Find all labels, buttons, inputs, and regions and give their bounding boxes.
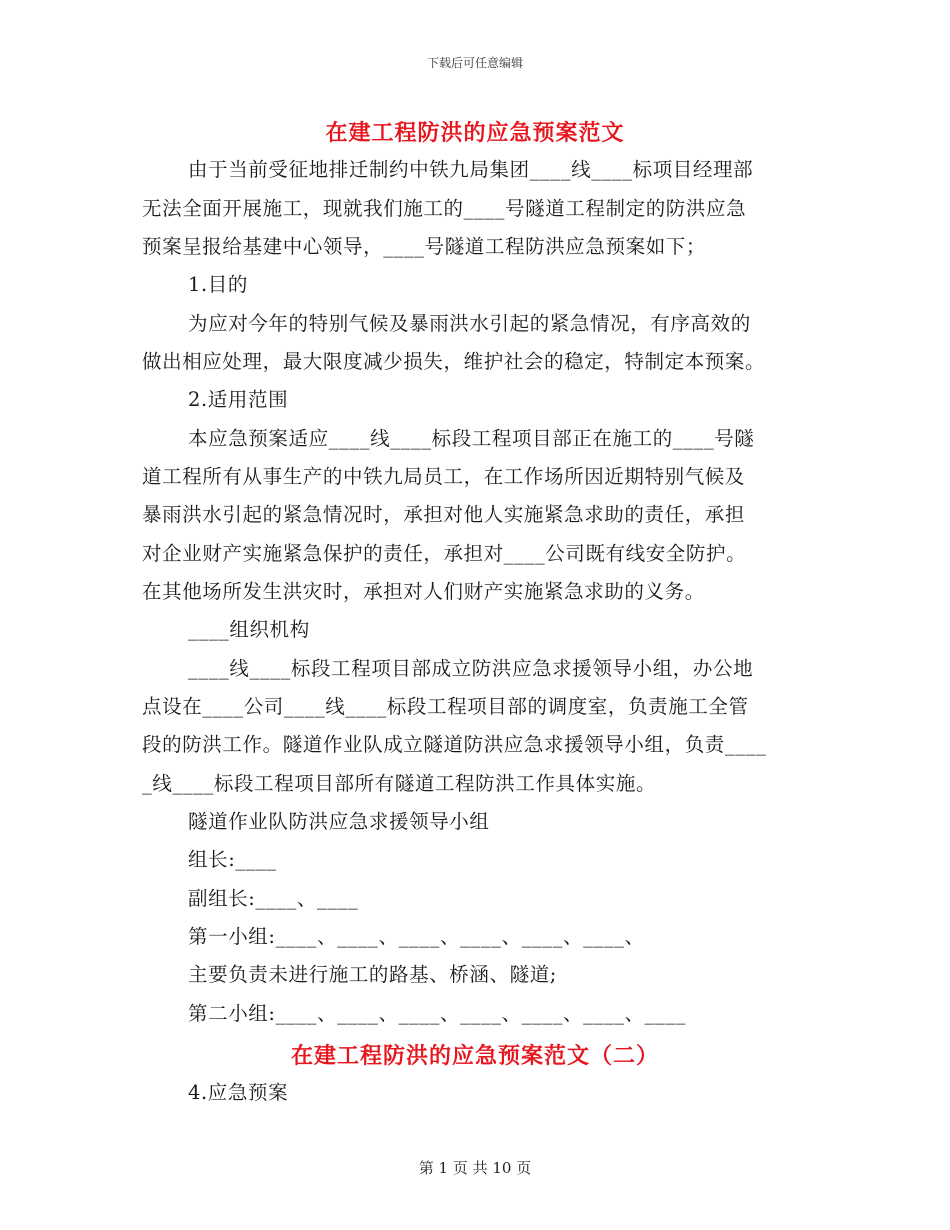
- body-line: 第二小组:____、____、____、____、____、____、____: [188, 1002, 686, 1025]
- header-note: 下载后可任意编辑: [426, 56, 523, 70]
- body-line: 本应急预案适应____线____标段工程项目部正在施工的____号隧: [188, 427, 755, 450]
- body-line: 对企业财产实施紧急保护的责任，承担对____公司既有线安全防护。: [142, 542, 747, 565]
- section-heading: ____组织机构: [188, 618, 310, 641]
- document-title: 在建工程防洪的应急预案范文: [325, 120, 625, 146]
- section-heading: 2.适用范围: [188, 388, 289, 411]
- section-heading: 4.应急预案: [188, 1081, 289, 1104]
- body-line: 预案呈报给基建中心领导，____号隧道工程防洪应急预案如下；: [142, 235, 707, 258]
- body-line: 暴雨洪水引起的紧急情况时，承担对他人实施紧急求助的责任，承担: [142, 503, 746, 526]
- body-line: 隧道作业队防洪应急求援领导小组: [188, 810, 490, 833]
- body-line: 无法全面开展施工，现就我们施工的____号隧道工程制定的防洪应急: [142, 197, 747, 220]
- body-line: _线____标段工程项目部所有隧道工程防洪工作具体实施。: [142, 772, 657, 795]
- body-line: 点设在____公司____线____标段工程项目部的调度室，负责施工全管: [142, 695, 749, 718]
- body-line: 段的防洪工作。隧道作业队成立隧道防洪应急求援领导小组，负责____: [142, 733, 767, 756]
- document-subtitle: 在建工程防洪的应急预案范文（二）: [290, 1043, 659, 1069]
- body-line: 在其他场所发生洪灾时，承担对人们财产实施紧急求助的义务。: [142, 580, 705, 603]
- section-heading: 1.目的: [188, 273, 249, 296]
- body-line: 副组长:____、____: [188, 887, 359, 910]
- body-line: ____线____标段工程项目部成立防洪应急求援领导小组，办公地: [188, 657, 754, 680]
- body-line: 第一小组:____、____、____、____、____、____、: [188, 925, 645, 948]
- page-number: 第 1 页 共 10 页: [418, 1159, 532, 1177]
- body-line: 组长:____: [188, 848, 277, 871]
- body-line: 道工程所有从事生产的中铁九局员工，在工作场所因近期特别气候及: [142, 465, 746, 488]
- body-line: 由于当前受征地排迁制约中铁九局集团____线____标项目经理部: [188, 158, 754, 181]
- body-line: 主要负责未进行施工的路基、桥涵、隧道;: [188, 963, 557, 986]
- body-line: 做出相应处理，最大限度减少损失，维护社会的稳定，特制定本预案。: [142, 350, 766, 373]
- body-line: 为应对今年的特别气候及暴雨洪水引起的紧急情况，有序高效的: [188, 312, 751, 335]
